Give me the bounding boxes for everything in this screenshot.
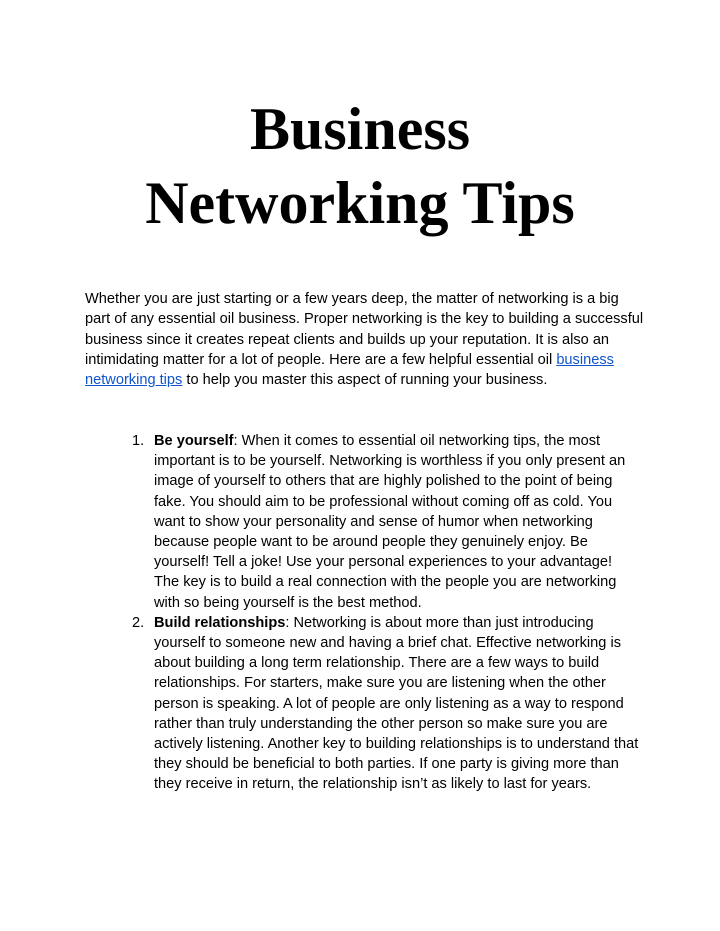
- title-line-2: Networking Tips: [145, 170, 575, 236]
- intro-text-before-link: Whether you are just starting or a few years deep, the matter of networking is a big part of any essential oil business. Proper networking is the key to building a successful business since it creates repeat clients and builds up your reputation. It is also an intimidating matter for a lot of people. Here are a few helpful essential oil: [85, 291, 644, 368]
- intro-paragraph: [85, 289, 645, 390]
- tip-number: 2.: [132, 614, 145, 631]
- business-networking-tips-link[interactable]: business networking tips: [85, 351, 614, 389]
- intro-text-after-link: to help you master this aspect of running your business.: [182, 372, 548, 389]
- tip-heading: Build relationships: [154, 614, 286, 631]
- tip-body: : Networking is about more than just introducing yourself to someone new and having a brief chat. Effective networking is about building a long term relationship. There are a few ways to build relationships. For starters, make sure you are listening when the other person is speaking. A lot of people are only listening as a way to respond rather than truly understanding the other person so make sure you are actively listening. Another key to building relationships is to understand that they should be beneficial to both parties. If one party is giving more than they receive in return, the relationship isn’t as likely to last for years.: [154, 614, 639, 793]
- tip-number: 1.: [132, 433, 145, 449]
- tip-item-be-yourself: [130, 431, 640, 613]
- tip-body: : When it comes to essential oil networking tips, the most important is to be yourself. Networking is worthless if you only present an image of yourself to others that are highly polished to the point of being fake. You should aim to be professional without coming off as cold. You want to show your personality and sense of humor when networking because people want to be around people they genuinely enjoy. Be yourself! Tell a joke! Use your personal experiences to your advantage! The key is to build a real connection with the people you are networking with so being yourself is the best method.: [154, 433, 626, 611]
- tip-heading: Be yourself: [154, 433, 234, 449]
- title-line-1: Business: [249, 96, 471, 162]
- tips-list: [130, 431, 640, 795]
- document-title: [0, 92, 720, 240]
- tip-item-build-relationships: [130, 613, 640, 795]
